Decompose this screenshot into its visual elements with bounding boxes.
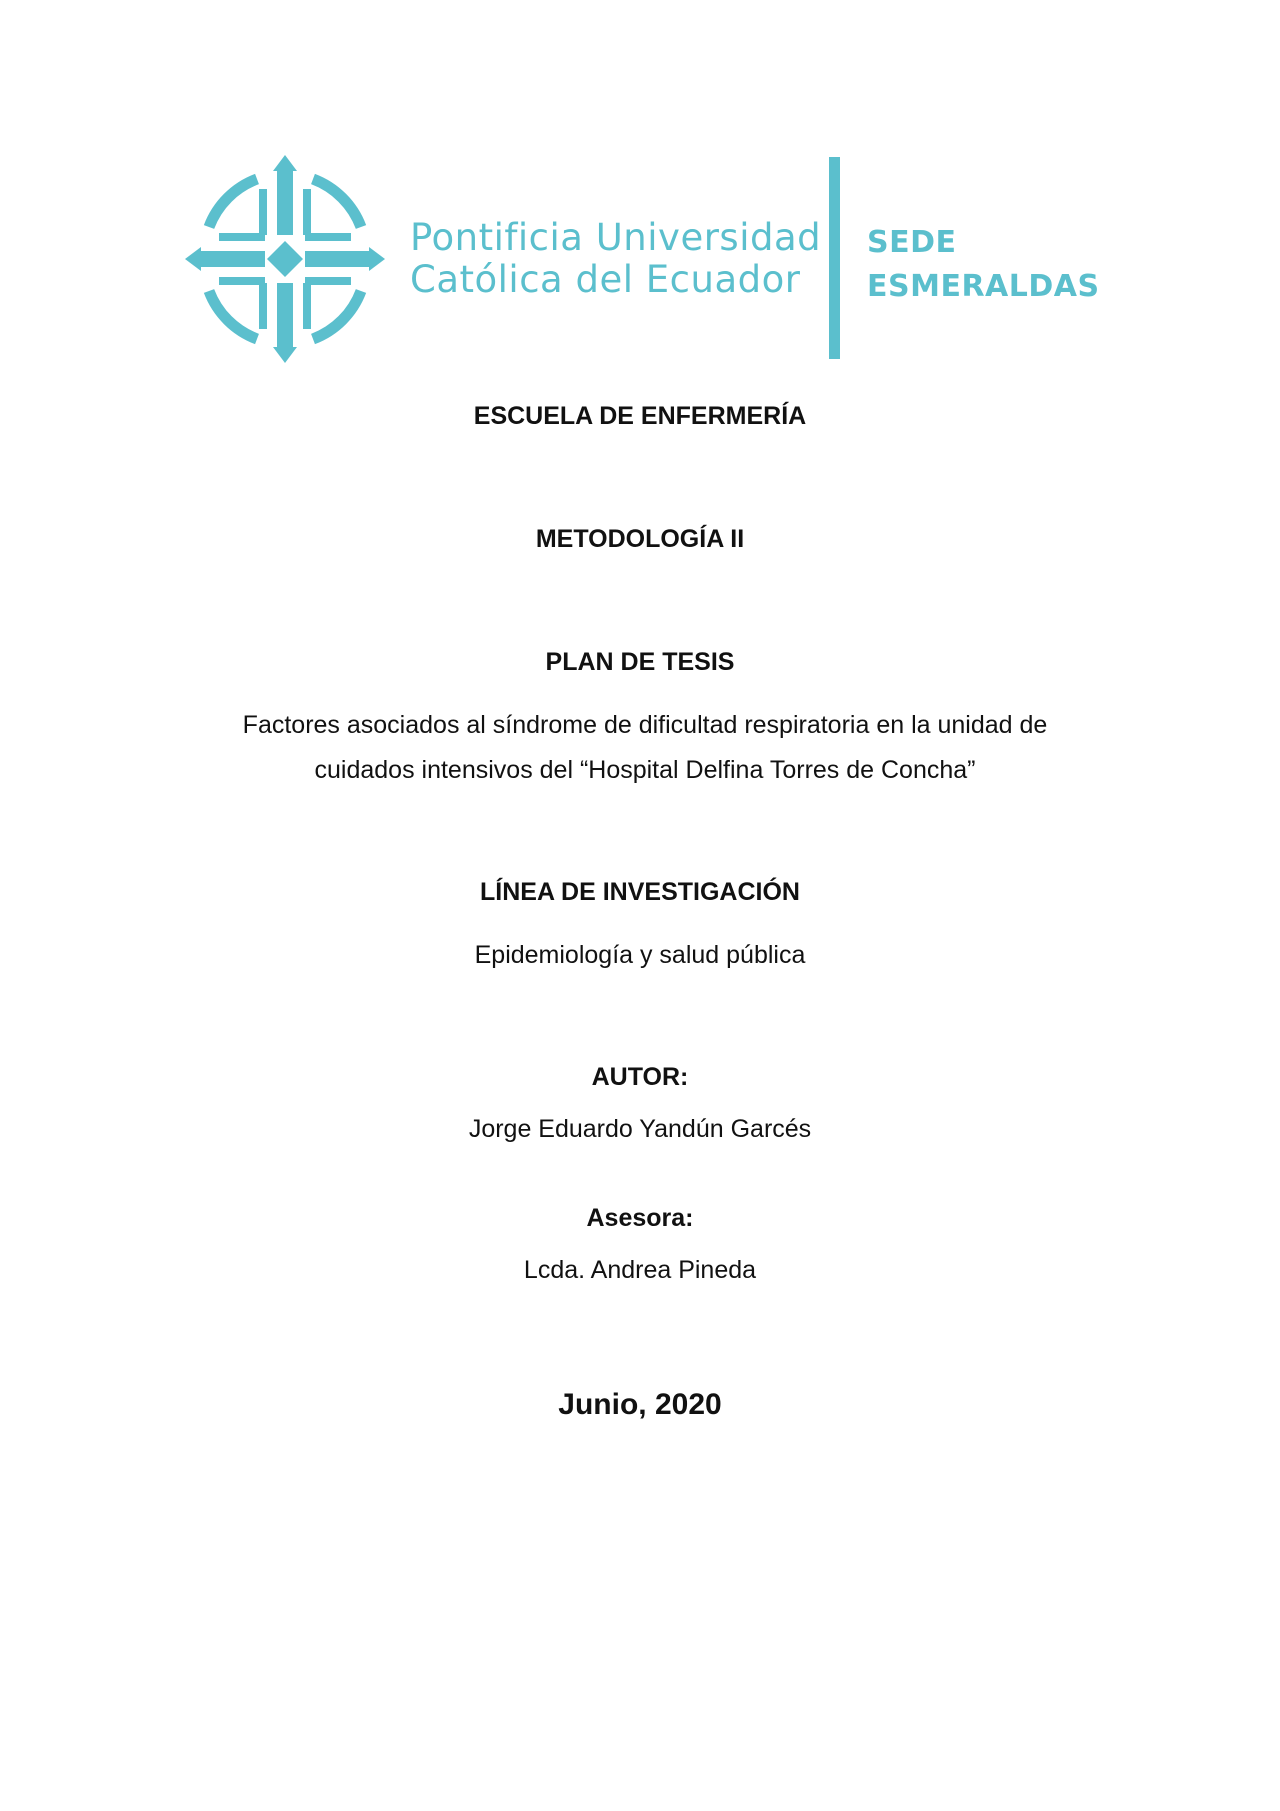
document-type-heading: PLAN DE TESIS	[545, 648, 735, 676]
university-name	[410, 217, 821, 301]
advisor-name: Lcda. Andrea Pineda	[523, 1256, 757, 1284]
thesis-title-line1: Factores asociados al síndrome de dificultad respiratoria en la unidad de	[242, 711, 1048, 739]
school-heading: ESCUELA DE ENFERMERÍA	[473, 402, 807, 430]
university-logo	[185, 155, 1100, 365]
thesis-title	[205, 703, 1085, 793]
advisor-label: Asesora:	[586, 1204, 694, 1232]
thesis-title-line2: cuidados intensivos del “Hospital Delfina Torres de Concha”	[314, 756, 976, 784]
author-name: Jorge Eduardo Yandún Garcés	[468, 1115, 812, 1143]
campus-name-line1: SEDE	[867, 225, 957, 260]
logo-divider	[829, 157, 840, 359]
research-line-value: Epidemiología y salud pública	[474, 941, 806, 969]
research-line-label: LÍNEA DE INVESTIGACIÓN	[480, 878, 800, 906]
author-label: AUTOR:	[591, 1063, 689, 1091]
campus-name-line2: ESMERALDAS	[867, 269, 1100, 304]
cross-compass-emblem-icon	[185, 155, 385, 363]
submission-date: Junio, 2020	[558, 1388, 722, 1421]
campus-name	[867, 221, 1100, 309]
course-heading: METODOLOGÍA II	[535, 525, 745, 553]
university-name-line1: Pontificia Universidad	[410, 216, 822, 259]
university-name-line2: Católica del Ecuador	[410, 258, 801, 301]
